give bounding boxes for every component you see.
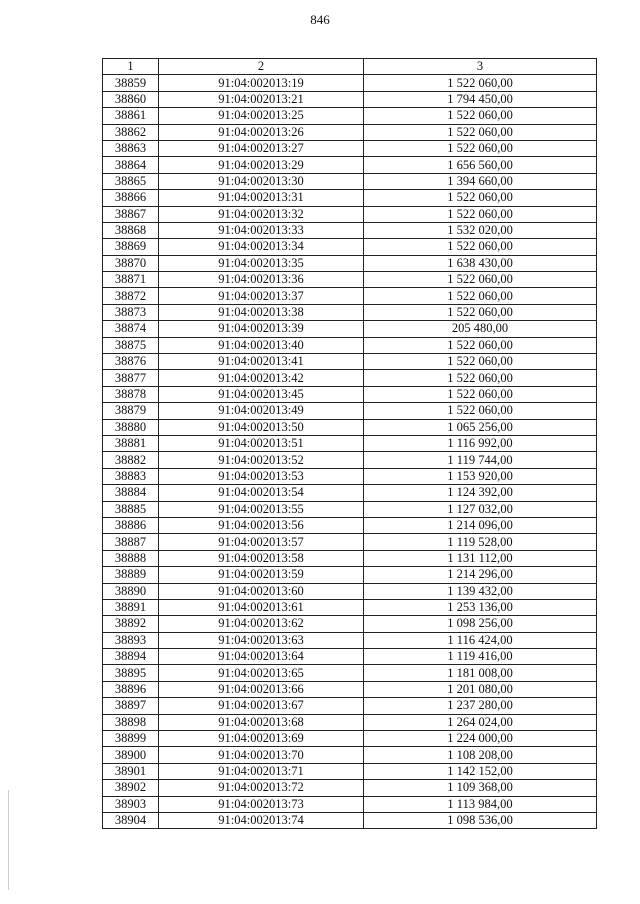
table-row: [103, 157, 597, 173]
table-row: [103, 632, 597, 648]
row-number-cell: 38894: [103, 649, 159, 665]
cadastral-number-cell: 91:04:002013:35: [159, 255, 364, 271]
table-row: [103, 321, 597, 337]
cadastral-number-cell: 91:04:002013:65: [159, 665, 364, 681]
cadastral-number-cell: 91:04:002013:34: [159, 239, 364, 255]
row-number-cell: 38865: [103, 173, 159, 189]
cadastral-number-cell: 91:04:002013:33: [159, 222, 364, 238]
cadastral-number-cell: 91:04:002013:26: [159, 124, 364, 140]
cadastral-number-cell: 91:04:002013:71: [159, 763, 364, 779]
cadastral-value-cell: 1 214 096,00: [364, 517, 597, 533]
row-number-cell: 38885: [103, 501, 159, 517]
cadastral-number-cell: 91:04:002013:25: [159, 108, 364, 124]
table-body: [103, 75, 597, 829]
row-number-cell: 38889: [103, 567, 159, 583]
table-row: [103, 239, 597, 255]
cadastral-value-cell: 1 522 060,00: [364, 288, 597, 304]
table-row: [103, 272, 597, 288]
cadastral-value-cell: 1 522 060,00: [364, 370, 597, 386]
row-number-cell: 38892: [103, 616, 159, 632]
table-row: [103, 812, 597, 828]
table-row: [103, 698, 597, 714]
cadastral-number-cell: 91:04:002013:70: [159, 747, 364, 763]
cadastral-value-cell: 1 522 060,00: [364, 140, 597, 156]
cadastral-value-cell: 1 522 060,00: [364, 386, 597, 402]
row-number-cell: 38899: [103, 731, 159, 747]
cadastral-number-cell: 91:04:002013:57: [159, 534, 364, 550]
cadastral-number-cell: 91:04:002013:54: [159, 485, 364, 501]
row-number-cell: 38867: [103, 206, 159, 222]
row-number-cell: 38869: [103, 239, 159, 255]
cadastral-value-cell: 1 113 984,00: [364, 796, 597, 812]
row-number-cell: 38880: [103, 419, 159, 435]
row-number-cell: 38883: [103, 468, 159, 484]
table-row: [103, 288, 597, 304]
table-row: [103, 419, 597, 435]
cadastral-number-cell: 91:04:002013:27: [159, 140, 364, 156]
page-number: 846: [310, 12, 330, 27]
cadastral-value-cell: 1 522 060,00: [364, 354, 597, 370]
row-number-cell: 38891: [103, 599, 159, 615]
scan-margin-mark: [8, 790, 9, 890]
cadastral-number-cell: 91:04:002013:29: [159, 157, 364, 173]
cadastral-value-cell: 1 237 280,00: [364, 698, 597, 714]
cadastral-value-cell: 1 108 208,00: [364, 747, 597, 763]
table-row: [103, 386, 597, 402]
table-row: [103, 534, 597, 550]
row-number-cell: 38888: [103, 550, 159, 566]
cadastral-value-cell: 1 065 256,00: [364, 419, 597, 435]
cadastral-value-cell: 1 522 060,00: [364, 272, 597, 288]
table-row: [103, 403, 597, 419]
table-row: [103, 222, 597, 238]
table-row: [103, 108, 597, 124]
cadastral-number-cell: 91:04:002013:52: [159, 452, 364, 468]
cadastral-number-cell: 91:04:002013:30: [159, 173, 364, 189]
cadastral-number-cell: 91:04:002013:68: [159, 714, 364, 730]
row-number-cell: 38900: [103, 747, 159, 763]
cadastral-value-cell: 1 264 024,00: [364, 714, 597, 730]
table-row: [103, 599, 597, 615]
row-number-cell: 38886: [103, 517, 159, 533]
table-row: [103, 616, 597, 632]
cadastral-number-cell: 91:04:002013:58: [159, 550, 364, 566]
column-header-number: 1: [103, 59, 159, 75]
cadastral-number-cell: 91:04:002013:37: [159, 288, 364, 304]
cadastral-value-cell: 1 139 432,00: [364, 583, 597, 599]
cadastral-number-cell: 91:04:002013:61: [159, 599, 364, 615]
cadastral-value-cell: 1 153 920,00: [364, 468, 597, 484]
row-number-cell: 38893: [103, 632, 159, 648]
cadastral-value-cell: 1 522 060,00: [364, 206, 597, 222]
table-row: [103, 452, 597, 468]
row-number-cell: 38864: [103, 157, 159, 173]
table-row: [103, 354, 597, 370]
cadastral-number-cell: 91:04:002013:31: [159, 190, 364, 206]
cadastral-number-cell: 91:04:002013:69: [159, 731, 364, 747]
cadastral-value-cell: 1 119 416,00: [364, 649, 597, 665]
cadastral-number-cell: 91:04:002013:73: [159, 796, 364, 812]
table-row: [103, 501, 597, 517]
cadastral-number-cell: 91:04:002013:36: [159, 272, 364, 288]
cadastral-value-cell: 1 142 152,00: [364, 763, 597, 779]
table-row: [103, 255, 597, 271]
table-row: [103, 517, 597, 533]
cadastral-value-cell: 1 522 060,00: [364, 124, 597, 140]
table-row: [103, 649, 597, 665]
cadastral-number-cell: 91:04:002013:39: [159, 321, 364, 337]
row-number-cell: 38868: [103, 222, 159, 238]
cadastral-value-cell: 1 181 008,00: [364, 665, 597, 681]
table-row: [103, 485, 597, 501]
cadastral-value-cell: 1 214 296,00: [364, 567, 597, 583]
row-number-cell: 38898: [103, 714, 159, 730]
cadastral-number-cell: 91:04:002013:55: [159, 501, 364, 517]
column-header-cadastral-number: 2: [159, 59, 364, 75]
cadastral-value-cell: 1 098 256,00: [364, 616, 597, 632]
table-row: [103, 206, 597, 222]
row-number-cell: 38872: [103, 288, 159, 304]
cadastral-value-cell: 1 794 450,00: [364, 91, 597, 107]
cadastral-value-cell: 1 522 060,00: [364, 108, 597, 124]
row-number-cell: 38863: [103, 140, 159, 156]
table-row: [103, 304, 597, 320]
table-row: [103, 468, 597, 484]
header-row: [103, 59, 597, 75]
cadastral-number-cell: 91:04:002013:38: [159, 304, 364, 320]
table-row: [103, 763, 597, 779]
row-number-cell: 38895: [103, 665, 159, 681]
cadastral-number-cell: 91:04:002013:64: [159, 649, 364, 665]
row-number-cell: 38881: [103, 435, 159, 451]
row-number-cell: 38874: [103, 321, 159, 337]
cadastral-value-cell: 1 201 080,00: [364, 681, 597, 697]
table-row: [103, 124, 597, 140]
cadastral-value-cell: 1 638 430,00: [364, 255, 597, 271]
cadastral-value-cell: 1 522 060,00: [364, 403, 597, 419]
row-number-cell: 38866: [103, 190, 159, 206]
cadastral-number-cell: 91:04:002013:60: [159, 583, 364, 599]
row-number-cell: 38904: [103, 812, 159, 828]
cadastral-value-cell: 1 522 060,00: [364, 304, 597, 320]
cadastral-number-cell: 91:04:002013:72: [159, 780, 364, 796]
cadastral-number-cell: 91:04:002013:41: [159, 354, 364, 370]
cadastral-value-cell: 1 127 032,00: [364, 501, 597, 517]
table-row: [103, 747, 597, 763]
cadastral-number-cell: 91:04:002013:19: [159, 75, 364, 91]
table-row: [103, 780, 597, 796]
cadastral-value-cell: 1 116 992,00: [364, 435, 597, 451]
table-row: [103, 75, 597, 91]
cadastral-value-cell: 1 109 368,00: [364, 780, 597, 796]
row-number-cell: 38901: [103, 763, 159, 779]
cadastral-value-cell: 1 522 060,00: [364, 239, 597, 255]
cadastral-value-cell: 1 394 660,00: [364, 173, 597, 189]
table-row: [103, 190, 597, 206]
table-header: [103, 59, 597, 75]
cadastral-number-cell: 91:04:002013:49: [159, 403, 364, 419]
cadastral-value-cell: 205 480,00: [364, 321, 597, 337]
row-number-cell: 38861: [103, 108, 159, 124]
cadastral-value-cell: 1 124 392,00: [364, 485, 597, 501]
table-row: [103, 731, 597, 747]
table-row: [103, 140, 597, 156]
row-number-cell: 38879: [103, 403, 159, 419]
table-row: [103, 370, 597, 386]
cadastral-value-cell: 1 116 424,00: [364, 632, 597, 648]
cadastral-number-cell: 91:04:002013:59: [159, 567, 364, 583]
cadastral-value-cell: 1 119 528,00: [364, 534, 597, 550]
cadastral-number-cell: 91:04:002013:42: [159, 370, 364, 386]
cadastral-value-cell: 1 522 060,00: [364, 337, 597, 353]
cadastral-number-cell: 91:04:002013:56: [159, 517, 364, 533]
cadastral-value-cell: 1 656 560,00: [364, 157, 597, 173]
cadastral-number-cell: 91:04:002013:63: [159, 632, 364, 648]
cadastral-number-cell: 91:04:002013:21: [159, 91, 364, 107]
row-number-cell: 38902: [103, 780, 159, 796]
cadastral-value-cell: 1 522 060,00: [364, 190, 597, 206]
cadastral-value-cell: 1 098 536,00: [364, 812, 597, 828]
cadastral-value-cell: 1 119 744,00: [364, 452, 597, 468]
row-number-cell: 38875: [103, 337, 159, 353]
cadastral-number-cell: 91:04:002013:50: [159, 419, 364, 435]
row-number-cell: 38878: [103, 386, 159, 402]
cadastral-value-cell: 1 253 136,00: [364, 599, 597, 615]
cadastral-number-cell: 91:04:002013:67: [159, 698, 364, 714]
table-row: [103, 337, 597, 353]
table-row: [103, 681, 597, 697]
cadastral-number-cell: 91:04:002013:62: [159, 616, 364, 632]
row-number-cell: 38882: [103, 452, 159, 468]
row-number-cell: 38897: [103, 698, 159, 714]
cadastral-value-cell: 1 131 112,00: [364, 550, 597, 566]
row-number-cell: 38896: [103, 681, 159, 697]
cadastral-number-cell: 91:04:002013:32: [159, 206, 364, 222]
row-number-cell: 38871: [103, 272, 159, 288]
row-number-cell: 38903: [103, 796, 159, 812]
table-row: [103, 796, 597, 812]
cadastral-value-cell: 1 532 020,00: [364, 222, 597, 238]
table-row: [103, 550, 597, 566]
row-number-cell: 38884: [103, 485, 159, 501]
cadastral-number-cell: 91:04:002013:45: [159, 386, 364, 402]
cadastral-number-cell: 91:04:002013:66: [159, 681, 364, 697]
row-number-cell: 38877: [103, 370, 159, 386]
table-row: [103, 173, 597, 189]
row-number-cell: 38860: [103, 91, 159, 107]
table-row: [103, 435, 597, 451]
cadastral-number-cell: 91:04:002013:74: [159, 812, 364, 828]
row-number-cell: 38890: [103, 583, 159, 599]
cadastral-number-cell: 91:04:002013:51: [159, 435, 364, 451]
row-number-cell: 38859: [103, 75, 159, 91]
row-number-cell: 38862: [103, 124, 159, 140]
cadastral-value-cell: 1 522 060,00: [364, 75, 597, 91]
table-row: [103, 714, 597, 730]
column-header-value: 3: [364, 59, 597, 75]
cadastral-value-cell: 1 224 000,00: [364, 731, 597, 747]
cadastral-number-cell: 91:04:002013:40: [159, 337, 364, 353]
row-number-cell: 38876: [103, 354, 159, 370]
row-number-cell: 38873: [103, 304, 159, 320]
row-number-cell: 38887: [103, 534, 159, 550]
table-row: [103, 567, 597, 583]
row-number-cell: 38870: [103, 255, 159, 271]
table-row: [103, 583, 597, 599]
table-row: [103, 665, 597, 681]
table-row: [103, 91, 597, 107]
cadastral-value-table: [102, 58, 597, 829]
cadastral-number-cell: 91:04:002013:53: [159, 468, 364, 484]
